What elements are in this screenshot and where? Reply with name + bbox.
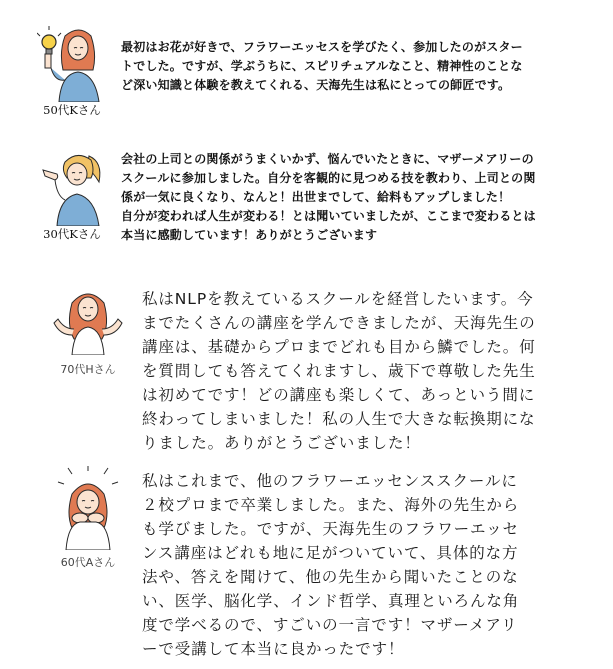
testimonial-2-text [121, 150, 591, 245]
testimonial-4-caption: 60代Aさん [60, 556, 116, 569]
text-line: い、医学、脳化学、インド哲学、真理といろんな角 [142, 592, 520, 610]
text-line: スクールに参加しました。自分を客観的に見つめる技を教わり、上司との関 [121, 171, 536, 185]
testimonial-3-caption: 70代Hさん [60, 363, 116, 376]
text-line: も学びました。ですが、天海先生のフラワーエッセ [142, 520, 519, 538]
testimonial-4-text [142, 469, 602, 661]
testimonial-4-avatar-col [44, 466, 132, 570]
testimonial-1-caption: 50代Kさん [43, 103, 101, 117]
text-line: ーで受講して本当に良かったです！ [142, 640, 405, 658]
woman-with-lightbulb-icon [37, 24, 107, 102]
text-line: を質問しても答えてくれますし、歳下で尊敬した先生 [142, 362, 536, 380]
testimonial-2-caption: 30代Kさん [43, 227, 101, 241]
testimonial-3-text [142, 287, 602, 455]
text-line: ２校プロまで卒業しました。また、海外の先生から [142, 496, 520, 514]
text-line: 法や、答えを聞けて、他の先生から聞いたことのな [142, 568, 519, 586]
text-line: 終わってしまいました！私の人生で大きな転換期にな [142, 410, 536, 428]
testimonial-3-avatar-col [44, 285, 132, 377]
text-line: 私はNLPを教えているスクールを経営したいます。今 [142, 290, 534, 308]
text-line: 私はこれまで、他のフラワーエッセンススクールに [142, 472, 518, 490]
testimonial-1-text [121, 38, 591, 95]
text-line: 度で学べるので、すごいの一言です！マザーメアリ [142, 616, 518, 634]
text-line: 自分が変われば人生が変わる！とは聞いていましたが、ここまで変わるとは [121, 209, 536, 223]
text-line: りました。ありがとうございました！ [142, 434, 421, 452]
text-line: 最初はお花が好きで、フラワーエッセスを学びたく、参加したのがスター [121, 40, 523, 54]
testimonial-1-avatar-col [28, 24, 116, 118]
text-line: 係が一気に良くなり、なんと！出世までして、給料もアップしました！ [121, 190, 511, 204]
text-line: は初めてです！どの講座も楽しくて、あっという間に [142, 386, 536, 404]
text-line: 会社の上司との関係がうまくいかず、悩んでいたときに、マザーメアリーの [121, 152, 534, 166]
text-line: ンス講座はどれも地に足がついていて、具体的な方 [142, 544, 519, 562]
text-line: までたくさんの講座を学んできましたが、天海先生の [142, 314, 536, 332]
text-line: 本当に感動しています！ありがとうございます [121, 228, 378, 242]
woman-chin-on-hands-icon [48, 466, 128, 550]
testimonial-2-avatar-col [28, 148, 116, 242]
woman-pointing-icon [37, 148, 107, 226]
text-line: ど深い知識と体験を教えてくれる、天海先生は私にとっての師匠です。 [121, 78, 511, 92]
text-line: 講座は、基礎からプロまでどれも目から鱗でした。何 [142, 338, 536, 356]
text-line: トでした。ですが、学ぶうちに、スピリチュアルなこと、精神性のことな [121, 59, 523, 73]
woman-open-hands-icon [48, 285, 128, 355]
